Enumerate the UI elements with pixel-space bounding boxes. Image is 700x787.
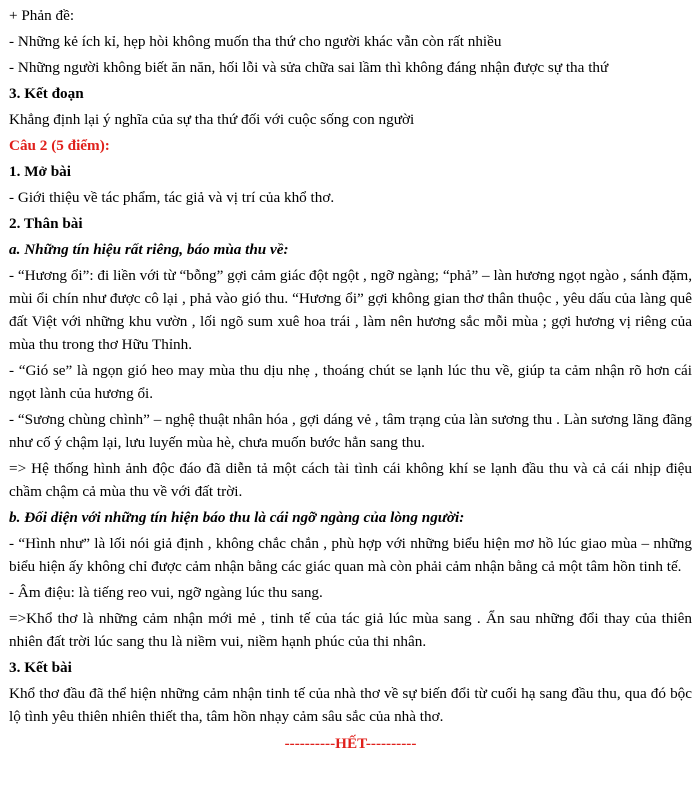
section-heading-conclusion-paragraph: 3. Kết đoạn xyxy=(9,85,84,102)
paragraph-introduction: - Giới thiệu về tác phẩm, tác giả và vị trí của khổ thơ. xyxy=(9,189,335,206)
paragraph-selfish-people: - Những kẻ ích kỉ, hẹp hòi không muốn tha thứ cho người khác vẫn còn rất nhiều xyxy=(9,33,502,50)
section-heading-body: 2. Thân bài xyxy=(9,215,83,232)
paragraph-unrepentant-people: - Những người không biết ăn năn, hối lỗi và sửa chữa sai lầm thì không đáng nhận được sự tha thứ xyxy=(9,59,609,76)
counter-argument-heading: + Phản đề: xyxy=(9,7,75,24)
end-marker: ----------HẾT---------- xyxy=(284,735,417,752)
paragraph-tone: - Âm điệu: là tiếng reo vui, ngỡ ngàng lúc thu sang. xyxy=(9,584,323,601)
subheading-autumn-signals: a. Những tín hiệu rất riêng, báo mùa thu về: xyxy=(9,241,289,258)
paragraph-gio-se: - “Gió se” là ngọn gió heo may mùa thu dịu nhẹ , thoáng chút se lạnh lúc thu về, giúp ta cảm nhận rõ hơn cái ngọt lành của hương ổi. xyxy=(9,362,692,402)
question-2-heading: Câu 2 (5 điểm): xyxy=(9,137,110,154)
section-heading-introduction: 1. Mở bài xyxy=(9,163,71,180)
paragraph-conclusion: Khổ thơ đầu đã thể hiện những cảm nhận tinh tế của nhà thơ về sự biến đổi từ cuối hạ sang đầu thu, qua đó bộc lộ tình yêu thiên nhiên thiết tha, tâm hồn nhạy cảm sâu sắc của nhà thơ. xyxy=(9,685,692,725)
paragraph-stanza-summary: =>Khổ thơ là những cảm nhận mới mẻ , tinh tế của tác giả lúc mùa sang . Ẩn sau những đổi thay của thiên nhiên đất trời lúc sang thu là niềm vui, niềm hạnh phúc của thi nhân. xyxy=(9,610,692,650)
paragraph-huong-oi: - “Hương ổi”: đi liền với từ “bỗng” gợi cảm giác đột ngột , ngỡ ngàng; “phả” – làn hương ngọt ngào , sánh đặm, mùi ổi chín như được cô lại , phả vào gió thu. “Hương ổi” gợi không gian thơ thân thuộc , yêu dấu của làng quê đất Việt với những khu vườn , lối ngõ sum xuê hoa trái , làm nên hương sắc mỗi mùa ; gợi hương vị riêng của mùa thu trong thơ Hữu Thỉnh. xyxy=(9,267,692,353)
paragraph-hinh-nhu: - “Hình như” là lối nói giả định , không chắc chắn , phù hợp với những biểu hiện mơ hồ lúc giao mùa – những biểu hiện ấy không chỉ được cảm nhận bằng các giác quan mà còn phải cảm nhận bằng cả một tâm hồn tinh tế. xyxy=(9,535,692,575)
paragraph-image-system-summary: => Hệ thống hình ảnh độc đáo đã diễn tả một cách tài tình cái không khí se lạnh đầu thu và cả cái nhịp điệu chầm chậm cả mùa thu về với đất trời. xyxy=(9,460,692,500)
section-heading-conclusion: 3. Kết bài xyxy=(9,659,72,676)
paragraph-suong-chung-chinh: - “Sương chùng chình” – nghệ thuật nhân hóa , gợi dáng vẻ , tâm trạng của làn sương thu . Làn sương lãng đãng như cố ý chậm lại, lưu luyến mùa hè, chưa muốn bước hẳn sang thu. xyxy=(9,411,692,451)
subheading-human-surprise: b. Đối diện với những tín hiện báo thu là cái ngỡ ngàng của lòng người: xyxy=(9,509,465,526)
paragraph-conclusion-forgiveness: Khẳng định lại ý nghĩa của sự tha thứ đối với cuộc sống con người xyxy=(9,111,415,128)
